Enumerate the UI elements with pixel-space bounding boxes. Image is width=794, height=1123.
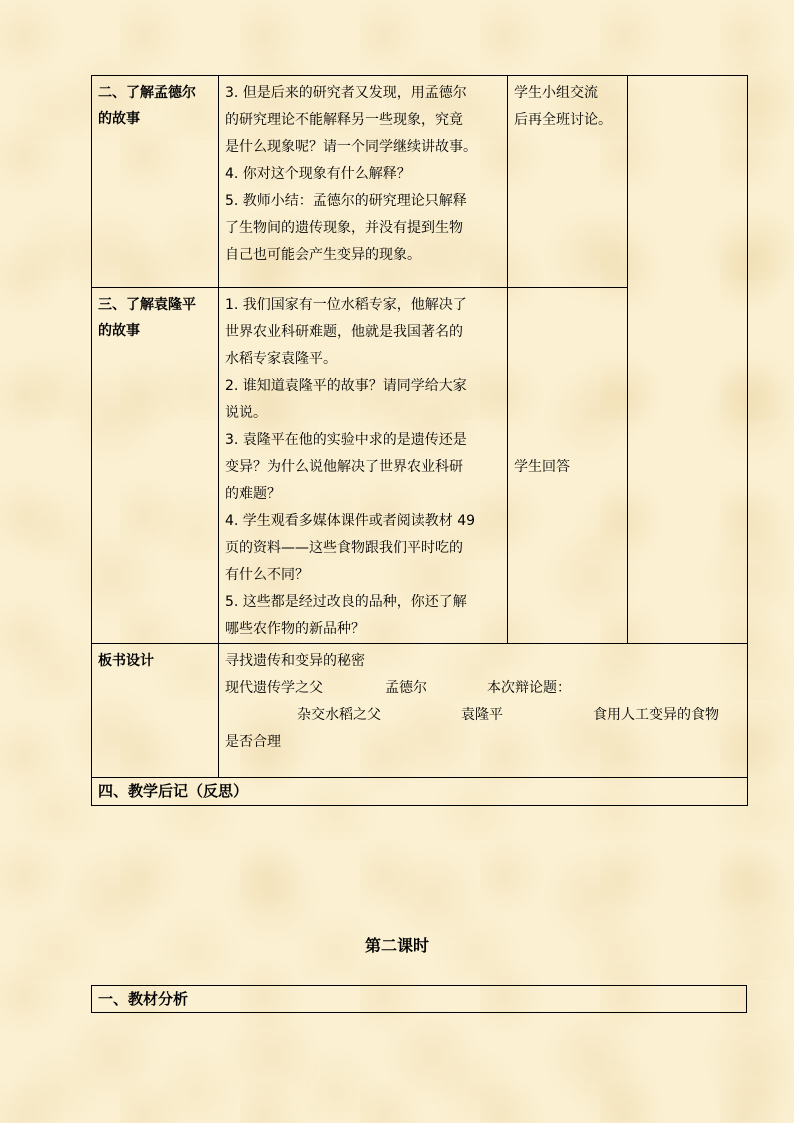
label-line: 二、了解孟德尔 — [98, 85, 196, 101]
board-title: 寻找遗传和变异的秘密 — [225, 653, 365, 669]
content-line: 2. 谁知道袁隆平的故事？请同学给大家 — [225, 378, 467, 394]
material-analysis-row — [92, 986, 747, 1013]
material-analysis-title: 一、教材分析 — [92, 986, 747, 1013]
board-text: 杂交水稻之父 — [297, 707, 381, 723]
reflection-row — [92, 778, 748, 806]
yuan-story-label — [92, 288, 219, 644]
board-text: 现代遗传学之父 — [225, 680, 323, 696]
yuan-story-activity — [508, 288, 628, 644]
content-line: 3. 但是后来的研究者又发现，用孟德尔 — [225, 85, 467, 101]
label-line: 三、了解袁隆平 — [98, 297, 196, 313]
board-text: 食用人工变异的食物 — [593, 707, 719, 723]
mendel-story-label — [92, 76, 219, 288]
board-design-row — [92, 644, 748, 778]
material-analysis-table — [91, 985, 747, 1013]
content-line: 说说。 — [225, 405, 267, 421]
reflection-title: 四、教学后记（反思） — [92, 778, 748, 806]
content-line: 3. 袁隆平在他的实验中求的是遗传还是 — [225, 432, 467, 448]
notes-cell — [628, 76, 748, 644]
activity-line: 学生回答 — [514, 459, 570, 475]
board-design-content — [219, 644, 748, 778]
activity-line: 学生小组交流 — [514, 85, 598, 101]
label-line: 的故事 — [98, 323, 140, 339]
mendel-story-activity — [508, 76, 628, 288]
content-line: 页的资料——这些食物跟我们平时吃的 — [225, 540, 463, 556]
content-line: 的难题？ — [225, 486, 281, 502]
content-line: 世界农业科研难题，他就是我国著名的 — [225, 324, 463, 340]
board-text: 本次辩论题： — [487, 680, 571, 696]
content-line: 4. 你对这个现象有什么解释？ — [225, 166, 411, 182]
mendel-story-row — [92, 76, 748, 288]
content-line: 5. 教师小结：孟德尔的研究理论只解释 — [225, 193, 467, 209]
board-line — [225, 648, 741, 675]
content-line: 的研究理论不能解释另一些现象，究竟 — [225, 112, 463, 128]
yuan-story-content — [219, 288, 508, 644]
content-line: 自己也可能会产生变异的现象。 — [225, 247, 421, 263]
content-line: 是什么现象呢？请一个同学继续讲故事。 — [225, 139, 477, 155]
lesson-title: 第二课时 — [364, 936, 429, 955]
mendel-story-content — [219, 76, 508, 288]
board-text: 孟德尔 — [385, 680, 427, 696]
content-line: 1. 我们国家有一位水稻专家，他解决了 — [225, 297, 467, 313]
content-line: 5. 这些都是经过改良的品种，你还了解 — [225, 594, 467, 610]
content-line: 水稻专家袁隆平。 — [225, 351, 337, 367]
board-line — [225, 675, 741, 702]
activity-line: 后再全班讨论。 — [514, 112, 612, 128]
board-line — [225, 729, 741, 756]
board-text: 是否合理 — [225, 734, 281, 750]
content-line: 哪些农作物的新品种？ — [225, 621, 365, 637]
content-line: 变异？为什么说他解决了世界农业科研 — [225, 459, 463, 475]
lesson-plan-table — [91, 75, 748, 806]
content-line: 有什么不同？ — [225, 567, 309, 583]
content-line: 了生物间的遗传现象，并没有提到生物 — [225, 220, 463, 236]
board-text: 袁隆平 — [461, 707, 503, 723]
board-line — [225, 702, 741, 729]
board-design-label: 板书设计 — [92, 644, 219, 778]
content-line: 4. 学生观看多媒体课件或者阅读教材 49 — [225, 513, 476, 529]
label-line: 的故事 — [98, 111, 140, 127]
